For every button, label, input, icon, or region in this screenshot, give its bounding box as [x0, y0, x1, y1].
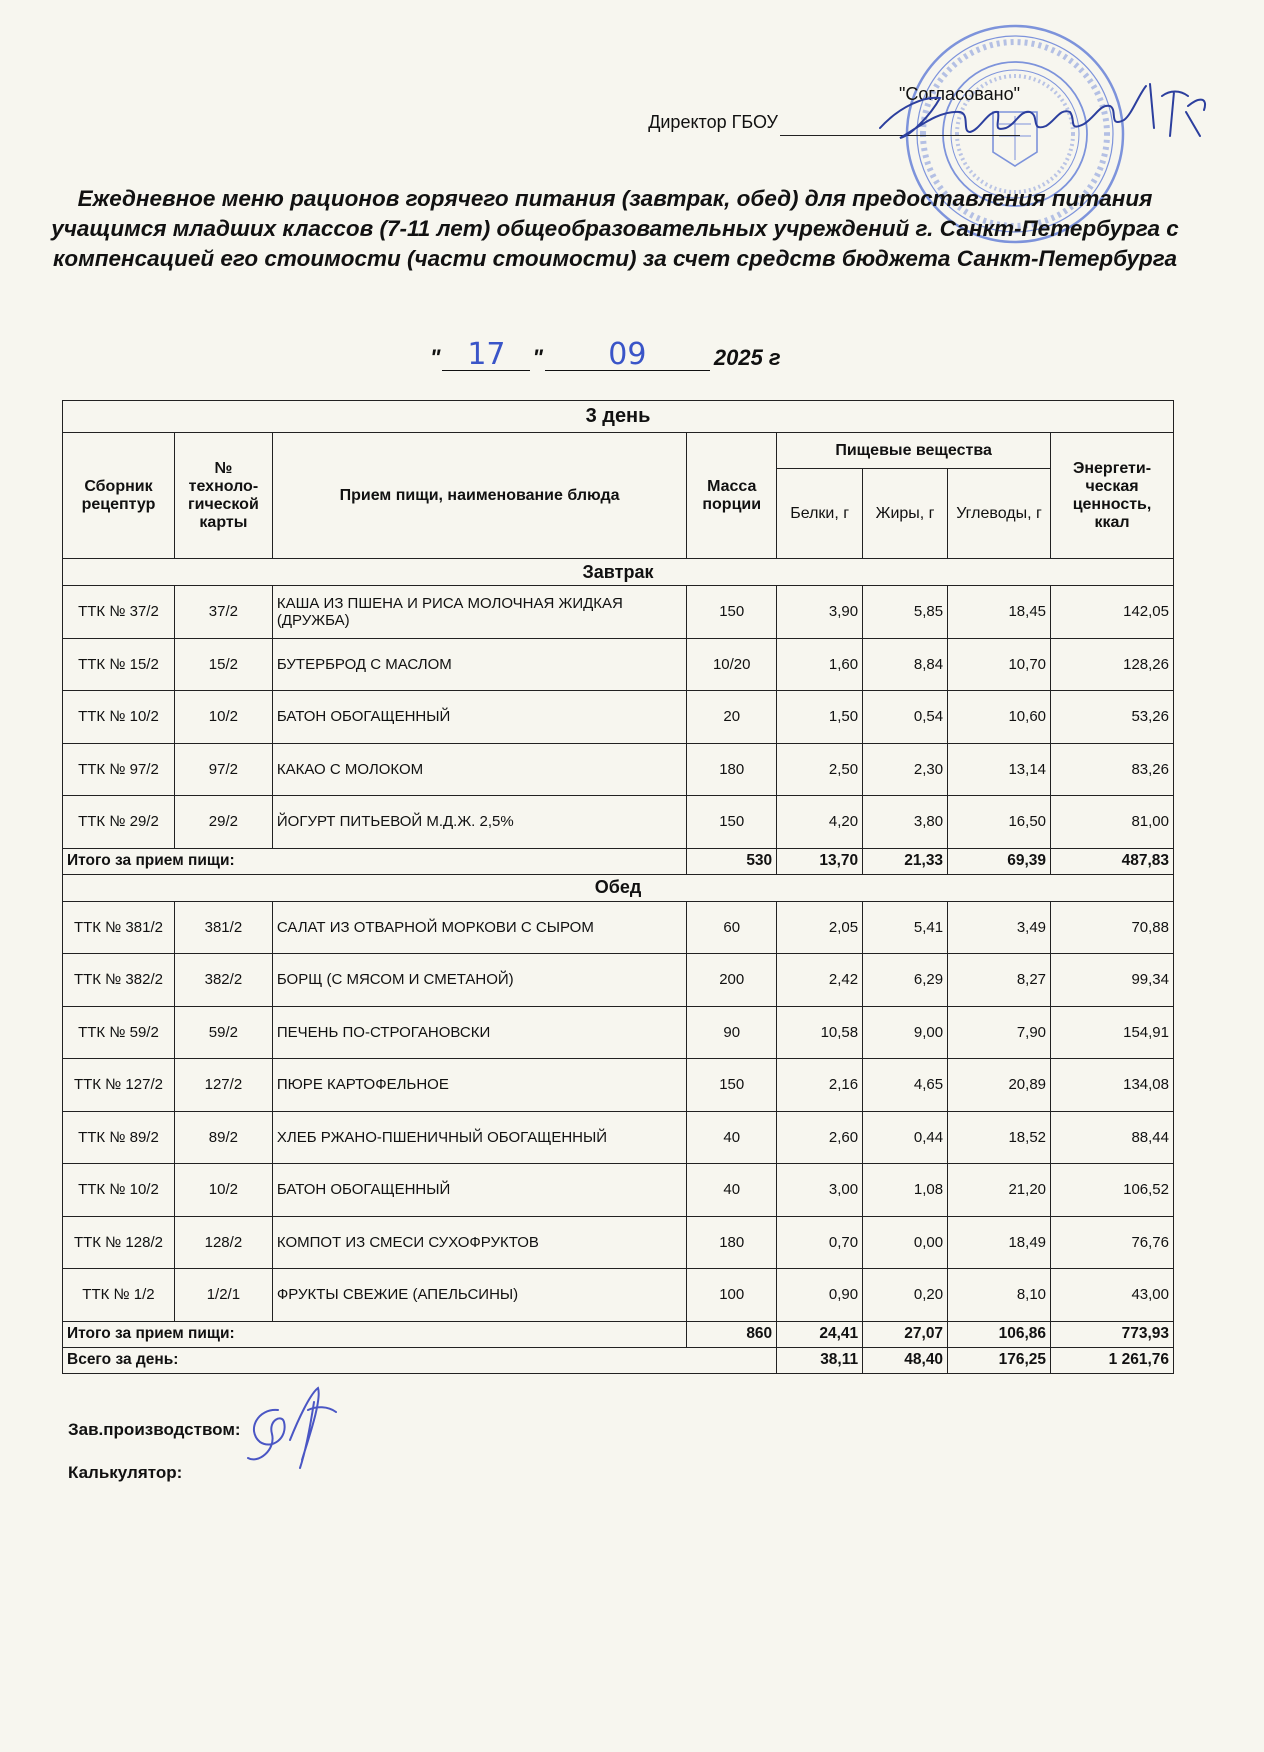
date-day: 17 [442, 340, 530, 371]
cell-dish: ПЕЧЕНЬ ПО-СТРОГАНОВСКИ [272, 1006, 686, 1059]
cell-carbs: 10,70 [948, 638, 1051, 691]
cell-fats: 4,65 [863, 1059, 948, 1112]
date-quote-open: " [430, 345, 441, 370]
header-proteins: Белки, г [777, 469, 863, 559]
cell-tech-card: 97/2 [174, 743, 272, 796]
total-proteins: 13,70 [777, 848, 863, 874]
day-total-row [63, 1347, 1174, 1373]
table-row [63, 638, 1174, 691]
header-collection: Сборник рецептур [63, 433, 175, 559]
cell-dish: БОРЩ (С МЯСОМ И СМЕТАНОЙ) [272, 954, 686, 1007]
section-header [63, 559, 1174, 586]
cell-dish: КАША ИЗ ПШЕНА И РИСА МОЛОЧНАЯ ЖИДКАЯ (ДРУЖБА) [272, 586, 686, 639]
cell-fats: 9,00 [863, 1006, 948, 1059]
cell-dish: ФРУКТЫ СВЕЖИЕ (АПЕЛЬСИНЫ) [272, 1269, 686, 1322]
cell-tech-card: 37/2 [174, 586, 272, 639]
total-energy: 487,83 [1051, 848, 1174, 874]
cell-fats: 5,41 [863, 901, 948, 954]
cell-mass: 90 [687, 1006, 777, 1059]
cell-tech-card: 10/2 [174, 691, 272, 744]
cell-proteins: 4,20 [777, 796, 863, 849]
cell-fats: 2,30 [863, 743, 948, 796]
cell-collection: ТТК № 59/2 [63, 1006, 175, 1059]
header-tech-card: № техноло-гической карты [174, 433, 272, 559]
calculator-label: Калькулятор: [68, 1463, 183, 1482]
cell-energy: 128,26 [1051, 638, 1174, 691]
cell-fats: 0,54 [863, 691, 948, 744]
cell-proteins: 2,42 [777, 954, 863, 1007]
cell-tech-card: 15/2 [174, 638, 272, 691]
header-dish: Прием пищи, наименование блюда [272, 433, 686, 559]
cell-energy: 106,52 [1051, 1164, 1174, 1217]
day-total-proteins: 38,11 [777, 1347, 863, 1373]
cell-carbs: 10,60 [948, 691, 1051, 744]
table-row [63, 586, 1174, 639]
cell-tech-card: 382/2 [174, 954, 272, 1007]
cell-collection: ТТК № 381/2 [63, 901, 175, 954]
document-date [428, 337, 781, 372]
cell-tech-card: 29/2 [174, 796, 272, 849]
cell-proteins: 2,50 [777, 743, 863, 796]
cell-dish: БАТОН ОБОГАЩЕННЫЙ [272, 691, 686, 744]
day-total-energy: 1 261,76 [1051, 1347, 1174, 1373]
cell-collection: ТТК № 128/2 [63, 1216, 175, 1269]
cell-tech-card: 381/2 [174, 901, 272, 954]
section-name: Обед [63, 874, 1174, 901]
table-row [63, 1059, 1174, 1112]
cell-mass: 180 [687, 743, 777, 796]
cell-energy: 53,26 [1051, 691, 1174, 744]
cell-energy: 43,00 [1051, 1269, 1174, 1322]
cell-fats: 3,80 [863, 796, 948, 849]
cell-fats: 8,84 [863, 638, 948, 691]
production-head-label: Зав.производством: [68, 1420, 241, 1439]
cell-mass: 60 [687, 901, 777, 954]
cell-energy: 154,91 [1051, 1006, 1174, 1059]
cell-carbs: 18,45 [948, 586, 1051, 639]
total-carbs: 106,86 [948, 1321, 1051, 1347]
cell-dish: БУТЕРБРОД С МАСЛОМ [272, 638, 686, 691]
date-quote-close: " [532, 345, 543, 370]
cell-carbs: 18,52 [948, 1111, 1051, 1164]
header-energy: Энергети-ческая ценность, ккал [1051, 433, 1174, 559]
menu-body [63, 559, 1174, 1374]
cell-collection: ТТК № 1/2 [63, 1269, 175, 1322]
table-row [63, 1164, 1174, 1217]
cell-proteins: 2,16 [777, 1059, 863, 1112]
header-nutrients: Пищевые вещества [777, 433, 1051, 469]
cell-mass: 20 [687, 691, 777, 744]
cell-collection: ТТК № 127/2 [63, 1059, 175, 1112]
cell-carbs: 8,27 [948, 954, 1051, 1007]
cell-energy: 99,34 [1051, 954, 1174, 1007]
section-header [63, 874, 1174, 901]
cell-proteins: 2,60 [777, 1111, 863, 1164]
cell-mass: 10/20 [687, 638, 777, 691]
cell-collection: ТТК № 37/2 [63, 586, 175, 639]
day-total-label: Всего за день: [63, 1347, 777, 1373]
cell-proteins: 3,00 [777, 1164, 863, 1217]
cell-mass: 200 [687, 954, 777, 1007]
cell-dish: КАКАО С МОЛОКОМ [272, 743, 686, 796]
menu-table [62, 400, 1174, 1374]
cell-proteins: 10,58 [777, 1006, 863, 1059]
header-mass: Масса порции [687, 433, 777, 559]
cell-tech-card: 89/2 [174, 1111, 272, 1164]
cell-dish: ПЮРЕ КАРТОФЕЛЬНОЕ [272, 1059, 686, 1112]
header-carbs: Углеводы, г [948, 469, 1051, 559]
cell-mass: 180 [687, 1216, 777, 1269]
cell-proteins: 2,05 [777, 901, 863, 954]
cell-collection: ТТК № 29/2 [63, 796, 175, 849]
section-total-row [63, 1321, 1174, 1347]
cell-carbs: 7,90 [948, 1006, 1051, 1059]
cell-proteins: 3,90 [777, 586, 863, 639]
cell-collection: ТТК № 10/2 [63, 1164, 175, 1217]
day-total-carbs: 176,25 [948, 1347, 1051, 1373]
cell-tech-card: 1/2/1 [174, 1269, 272, 1322]
table-row [63, 954, 1174, 1007]
table-row [63, 1216, 1174, 1269]
table-row [63, 1269, 1174, 1322]
director-label: Директор ГБОУ [648, 112, 778, 132]
day-label: 3 день [63, 401, 1174, 433]
day-total-fats: 48,40 [863, 1347, 948, 1373]
table-row [63, 743, 1174, 796]
cell-tech-card: 127/2 [174, 1059, 272, 1112]
cell-collection: ТТК № 15/2 [63, 638, 175, 691]
cell-collection: ТТК № 97/2 [63, 743, 175, 796]
cell-dish: ЙОГУРТ ПИТЬЕВОЙ М.Д.Ж. 2,5% [272, 796, 686, 849]
cell-dish: ХЛЕБ РЖАНО-ПШЕНИЧНЫЙ ОБОГАЩЕННЫЙ [272, 1111, 686, 1164]
cell-mass: 40 [687, 1164, 777, 1217]
approval-agreed: "Согласовано" [898, 84, 1020, 104]
date-year: 2025 г [713, 345, 781, 370]
section-name: Завтрак [63, 559, 1174, 586]
cell-mass: 150 [687, 586, 777, 639]
cell-energy: 76,76 [1051, 1216, 1174, 1269]
cell-carbs: 18,49 [948, 1216, 1051, 1269]
cell-dish: САЛАТ ИЗ ОТВАРНОЙ МОРКОВИ С СЫРОМ [272, 901, 686, 954]
cell-carbs: 16,50 [948, 796, 1051, 849]
total-mass: 530 [687, 848, 777, 874]
total-label: Итого за прием пищи: [63, 848, 687, 874]
total-mass: 860 [687, 1321, 777, 1347]
cell-mass: 150 [687, 1059, 777, 1112]
cell-fats: 0,00 [863, 1216, 948, 1269]
cell-energy: 70,88 [1051, 901, 1174, 954]
cell-energy: 134,08 [1051, 1059, 1174, 1112]
cell-fats: 0,44 [863, 1111, 948, 1164]
cell-proteins: 1,50 [777, 691, 863, 744]
cell-fats: 0,20 [863, 1269, 948, 1322]
cell-proteins: 0,90 [777, 1269, 863, 1322]
table-row [63, 796, 1174, 849]
cell-tech-card: 10/2 [174, 1164, 272, 1217]
director-signature [870, 66, 1215, 156]
cell-collection: ТТК № 382/2 [63, 954, 175, 1007]
total-proteins: 24,41 [777, 1321, 863, 1347]
total-energy: 773,93 [1051, 1321, 1174, 1347]
cell-energy: 88,44 [1051, 1111, 1174, 1164]
cell-mass: 150 [687, 796, 777, 849]
table-row [63, 1111, 1174, 1164]
cell-proteins: 1,60 [777, 638, 863, 691]
cell-tech-card: 128/2 [174, 1216, 272, 1269]
date-month: 09 [545, 340, 710, 371]
cell-carbs: 21,20 [948, 1164, 1051, 1217]
cell-dish: КОМПОТ ИЗ СМЕСИ СУХОФРУКТОВ [272, 1216, 686, 1269]
total-label: Итого за прием пищи: [63, 1321, 687, 1347]
total-fats: 27,07 [863, 1321, 948, 1347]
production-head-signature [238, 1380, 343, 1475]
cell-proteins: 0,70 [777, 1216, 863, 1269]
cell-tech-card: 59/2 [174, 1006, 272, 1059]
header-fats: Жиры, г [863, 469, 948, 559]
document-title: Ежедневное меню рационов горячего питания (завтрак, обед) для предоставления питания учащимся младших классов (7-11 лет) общеобразовательных учреждений г. Санкт-Петербурга с компенсацией его стоимости (части стоимости) за счет средств бюджета Санкт-Петербурга [51, 186, 1179, 271]
cell-carbs: 3,49 [948, 901, 1051, 954]
cell-carbs: 8,10 [948, 1269, 1051, 1322]
cell-carbs: 13,14 [948, 743, 1051, 796]
cell-fats: 5,85 [863, 586, 948, 639]
table-row [63, 1006, 1174, 1059]
table-row [63, 901, 1174, 954]
cell-dish: БАТОН ОБОГАЩЕННЫЙ [272, 1164, 686, 1217]
cell-energy: 81,00 [1051, 796, 1174, 849]
cell-collection: ТТК № 10/2 [63, 691, 175, 744]
total-carbs: 69,39 [948, 848, 1051, 874]
total-fats: 21,33 [863, 848, 948, 874]
cell-collection: ТТК № 89/2 [63, 1111, 175, 1164]
cell-fats: 1,08 [863, 1164, 948, 1217]
cell-energy: 142,05 [1051, 586, 1174, 639]
table-row [63, 691, 1174, 744]
section-total-row [63, 848, 1174, 874]
cell-energy: 83,26 [1051, 743, 1174, 796]
cell-carbs: 20,89 [948, 1059, 1051, 1112]
cell-mass: 40 [687, 1111, 777, 1164]
cell-fats: 6,29 [863, 954, 948, 1007]
cell-mass: 100 [687, 1269, 777, 1322]
